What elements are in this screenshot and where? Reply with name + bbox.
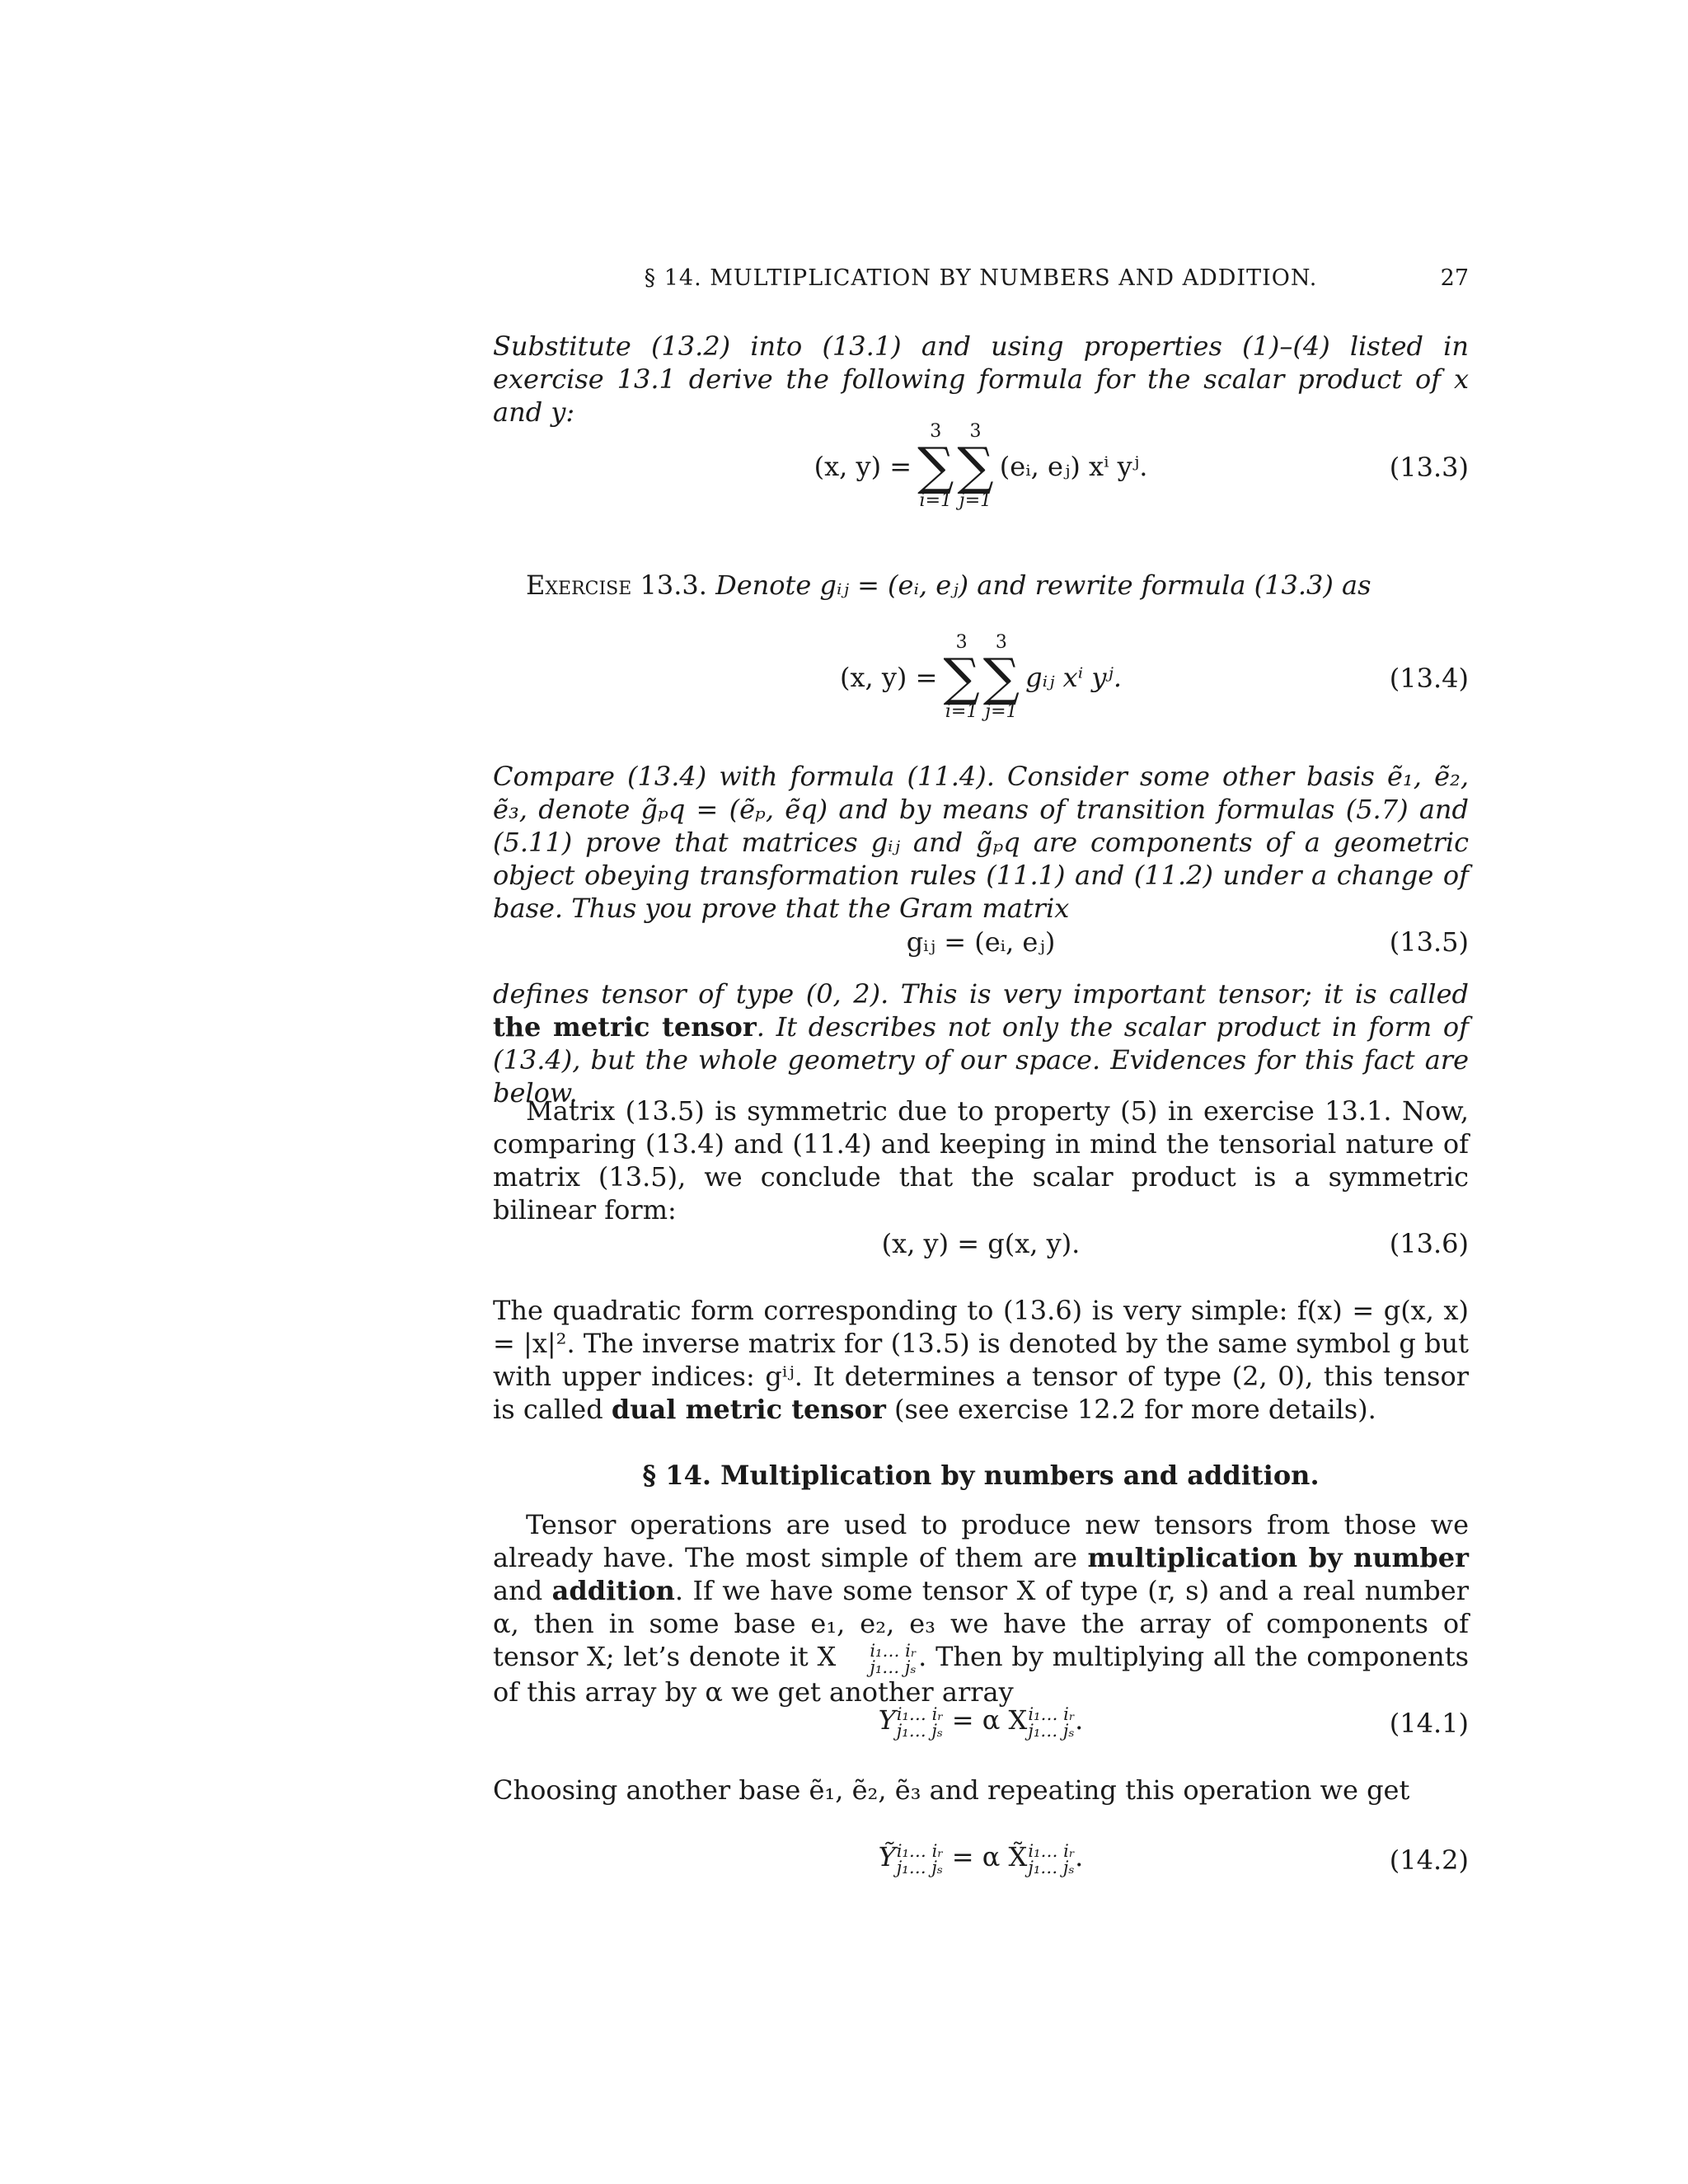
eq-13-3-term: (eᵢ, eⱼ) xⁱ yʲ. (999, 451, 1148, 482)
term-metric-tensor: the metric tensor (493, 1011, 757, 1043)
sum-i: 3 ∑ i=1 (917, 421, 954, 511)
equation-13-4 (493, 633, 1469, 724)
eq-14-2-mid: = α X̃ (943, 1841, 1028, 1872)
eq-14-2-number: (14.2) (1389, 1844, 1469, 1876)
paragraph-substitute: Substitute (13.2) into (13.1) and using properties (1)–(4) listed in exercise 13.1 derive the following formula for the scalar product of x and y: (493, 330, 1469, 428)
eq-13-4-number: (13.4) (1389, 663, 1469, 694)
eq-14-2-lhs: Ỹ (878, 1841, 896, 1872)
sum-i: 3 ∑ i=1 (943, 632, 980, 722)
running-head (493, 265, 1469, 298)
eq-13-4-lhs: (x, y) = (839, 662, 938, 693)
eq-13-6-number: (13.6) (1389, 1228, 1469, 1259)
term-dual-metric-tensor: dual metric tensor (611, 1394, 886, 1425)
eq-13-5-body: gᵢⱼ = (eᵢ, eⱼ) (906, 926, 1056, 958)
section-heading: § 14. Multiplication by numbers and addition. (642, 1460, 1320, 1491)
eq-13-3-number: (13.3) (1389, 452, 1469, 483)
eq-13-5-number: (13.5) (1389, 926, 1469, 958)
paragraph-matrix-symmetric: Matrix (13.5) is symmetric due to property (5) in exercise 13.1. Now, comparing (13.4) and (11.4) and keeping in mind the tensorial nature of matrix (13.5), we conclude that the scalar product is a symmetric bilinear form: (493, 1095, 1469, 1226)
paragraph-choosing-base: Choosing another base ẽ₁, ẽ₂, ẽ₃ and repeating this operation we get (493, 1774, 1410, 1806)
paragraph-metric-tensor: defines tensor of type (0, 2). This is very important tensor; it is called the metric tensor. It describes not only the scalar product in form of (13.4), but the whole geometry of our space. Evidences for this fact are below. (493, 978, 1470, 1108)
exercise-text: Denote gᵢⱼ = (eᵢ, eⱼ) and rewrite formula (13.3) as (715, 569, 1372, 601)
paragraph-quadratic-form: The quadratic form corresponding to (13.6) is very simple: f(x) = g(x, x) = |x|². The inverse matrix for (13.5) is denoted by the same symbol g but with upper indices: gⁱʲ. It determines a tensor of type (2, 0), this tensor is called dual metric tensor (see exercise 12.2 for more details). (493, 1295, 1469, 1425)
equation-13-3 (493, 422, 1469, 513)
eq-13-3-lhs: (x, y) = (814, 451, 912, 482)
eq-14-1-mid: = α X (943, 1704, 1028, 1736)
exercise-label: Exercise 13.3. (526, 569, 707, 601)
paragraph-tensor-operations: Tensor operations are used to produce new tensors from those we already have. The most simple of them are multiplication by number and addition. If we have some tensor X of type (r, s) and a real number α, then in some base e₁, e₂, e₃ we have the array of components of tensor X; let’s denote it X i₁… iᵣ j₁… jₛ . Then by multiplying all the components of this array by α we get another array (493, 1509, 1470, 1708)
running-head-title: § 14. MULTIPLICATION BY NUMBERS AND ADDITION. (644, 265, 1318, 291)
eq-14-1-lhs: Y (878, 1704, 896, 1736)
term-multiplication-by-number: multiplication by number (1087, 1542, 1469, 1573)
exercise-13-3 (493, 569, 1469, 602)
equation-14-1: Y i₁… iᵣ j₁… jₛ = α X i₁… iᵣ j₁… jₛ . (14.1) (878, 1704, 1469, 1741)
term-addition: addition (551, 1575, 675, 1606)
equation-13-6 (493, 1228, 1469, 1261)
page-number: 27 (1440, 265, 1469, 291)
eq-13-6-body: (x, y) = g(x, y). (881, 1228, 1081, 1259)
eq-13-4-term: gᵢⱼ xⁱ yʲ. (1025, 662, 1123, 693)
sum-j: 3 ∑ j=1 (957, 421, 994, 511)
eq-14-1-number: (14.1) (1389, 1708, 1469, 1739)
sum-j: 3 ∑ j=1 (982, 632, 1020, 722)
equation-13-5 (493, 926, 1469, 959)
paragraph-compare: Compare (13.4) with formula (11.4). Consider some other basis ẽ₁, ẽ₂, ẽ₃, denote g̃ₚq = (ẽₚ, ẽq) and by means of transition formulas (5.7) and (5.11) prove that matrices gᵢⱼ and g̃ₚq are components of a geometric object obeying transformation rules (11.1) and (11.2) under a change of base. Thus you prove that the Gram matrix (493, 761, 1469, 924)
equation-14-2: Ỹ i₁… iᵣ j₁… jₛ = α X̃ i₁… iᵣ j₁… jₛ . (14.2) (878, 1840, 1469, 1877)
